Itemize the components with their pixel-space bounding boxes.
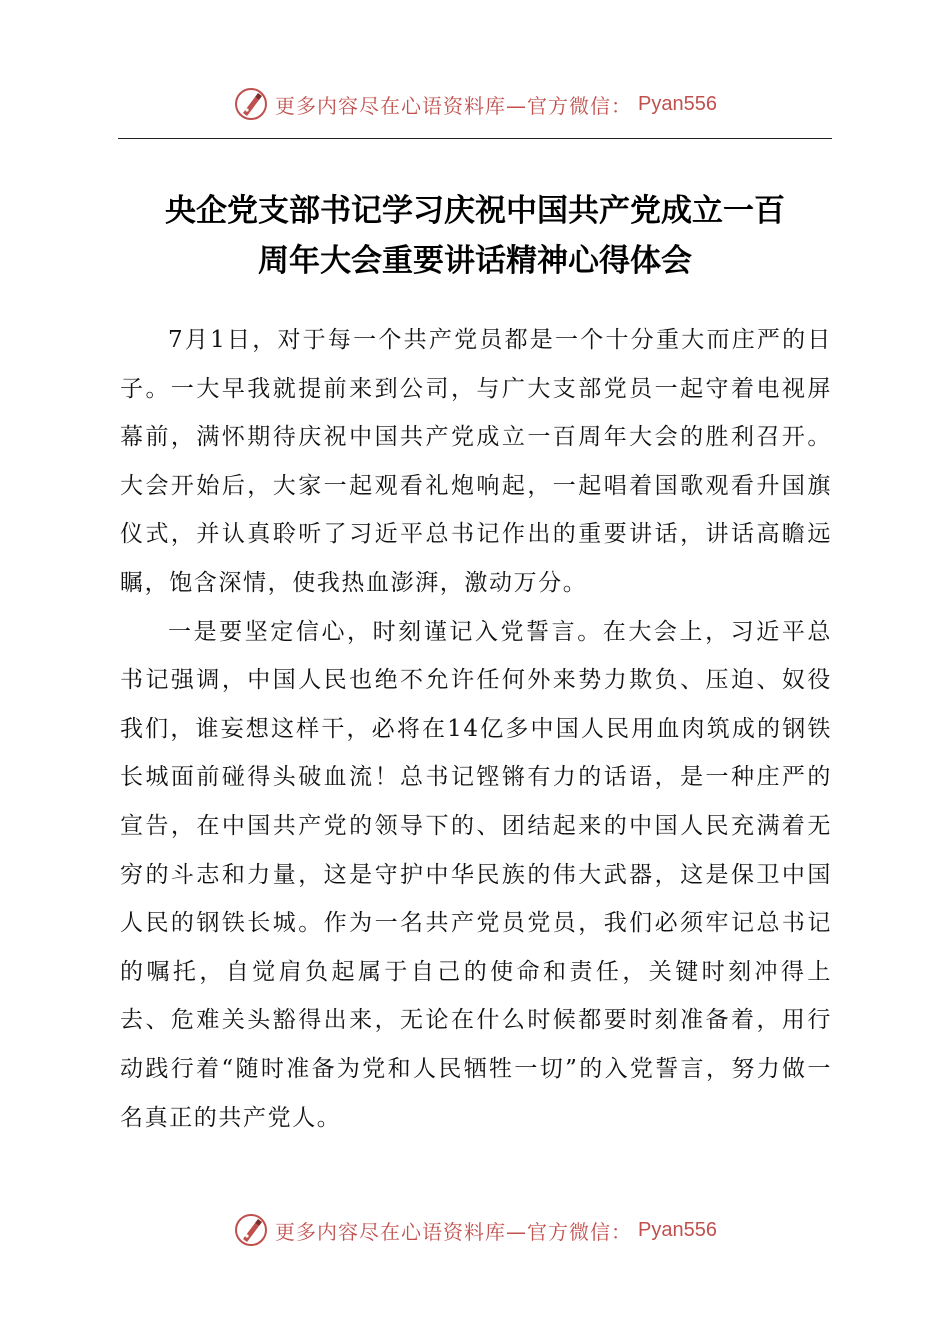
header-watermark-banner: [0, 84, 950, 124]
watermark-handle: Pyan556: [638, 92, 717, 115]
document-title: [100, 186, 850, 286]
body-paragraph: 一是要坚定信心，时刻谨记入党誓言。在大会上，习近平总书记强调，中国人民也绝不允许任何外来势力欺负、压迫、奴役我们，谁妄想这样干，必将在14亿多中国人民用血肉筑成的钢铁长城面前碰得头破血流！总书记铿锵有力的话语，是一种庄严的宣告，在中国共产党的领导下的、团结起来的中国人民充满着无穷的斗志和力量，这是守护中华民族的伟大武器，这是保卫中国人民的钢铁长城。作为一名共产党员党员，我们必须牢记总书记的嘱托，自觉肩负起属于自己的使命和责任，关键时刻冲得上去、危难关头豁得出来，无论在什么时候都要时刻准备着，用行动践行着“随时准备为党和人民牺牲一切”的入党誓言，努力做一名真正的共产党人。: [120, 618, 832, 1131]
pen-nib-logo-icon: [233, 86, 269, 122]
title-line-1: 央企党支部书记学习庆祝中国共产党成立一百: [165, 193, 785, 229]
watermark-handle: Pyan556: [638, 1218, 717, 1241]
document-body: [120, 316, 832, 1142]
title-line-2: 周年大会重要讲话精神心得体会: [258, 243, 692, 279]
footer-watermark-banner: [0, 1210, 950, 1250]
body-paragraph: 7月1日，对于每一个共产党员都是一个十分重大而庄严的日子。一大早我就提前来到公司，与广大支部党员一起守着电视屏幕前，满怀期待庆祝中国共产党成立一百周年大会的胜利召开。大会开始后，大家一起观看礼炮响起，一起唱着国歌观看升国旗仪式，并认真聆听了习近平总书记作出的重要讲话，讲话高瞻远瞩，饱含深情，使我热血澎湃，激动万分。: [120, 327, 832, 596]
header-divider: [118, 138, 832, 139]
watermark-text: 更多内容尽在心语资料库—官方微信：: [275, 1219, 633, 1244]
watermark-text: 更多内容尽在心语资料库—官方微信：: [275, 93, 633, 118]
pen-nib-logo-icon: [233, 1212, 269, 1248]
